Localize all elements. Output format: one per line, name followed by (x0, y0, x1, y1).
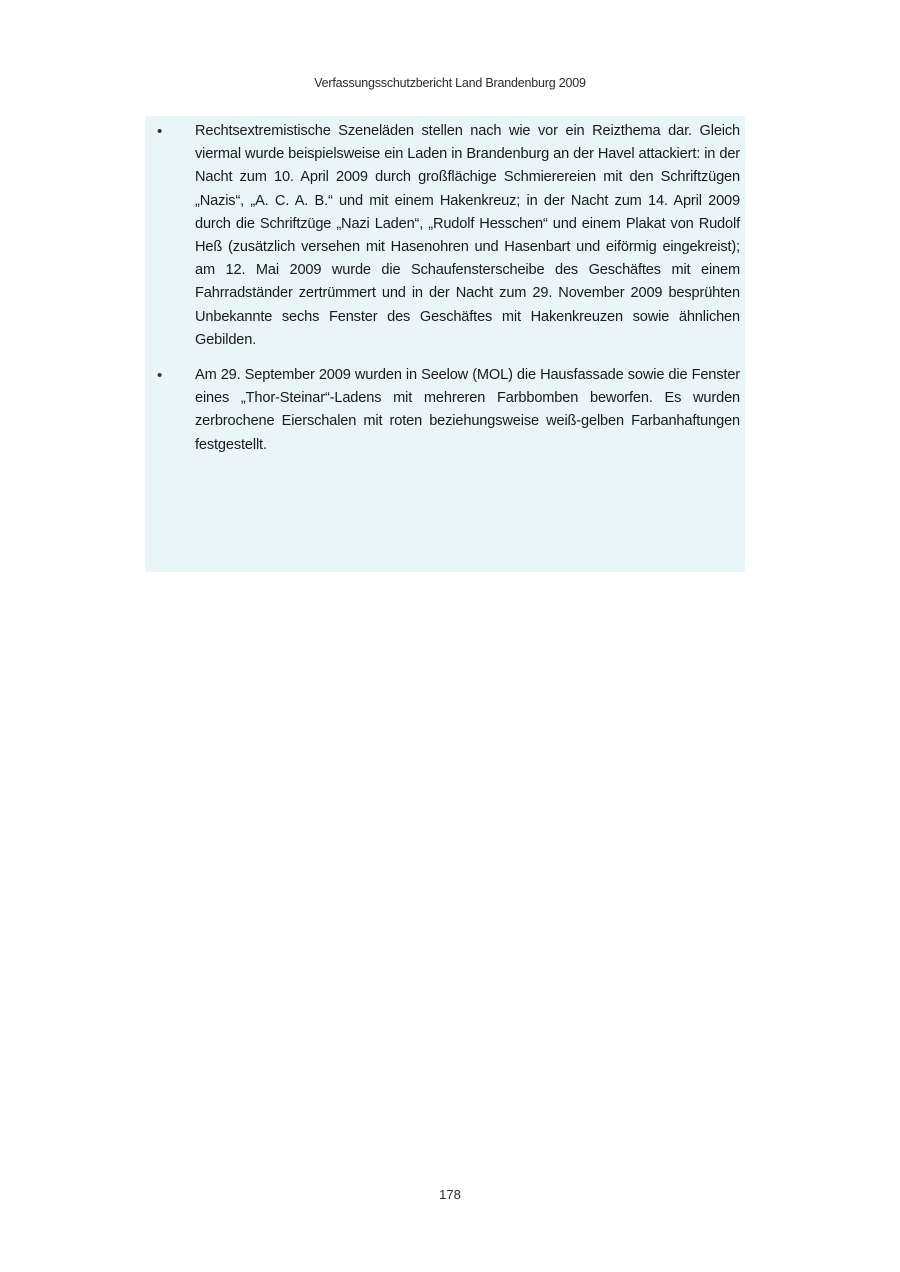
bullet-icon: • (157, 123, 163, 140)
list-item (150, 364, 740, 457)
page-header: Verfassungsschutzbericht Land Brandenburg 2009 (314, 76, 586, 90)
list-item (150, 120, 740, 352)
page-number: 178 (439, 1187, 461, 1202)
bullet-text: Rechtsextremistische Szeneläden stellen nach wie vor ein Reizthema dar. Gleich viermal wurde beispielsweise ein Laden in Brandenburg an der Havel attackiert: in der Nacht zum 10. April 2009 durch großflächige Schmierereien mit den Schriftzügen „Nazis“, „A. C. A. B.“ und mit einem Hakenkreuz; in der Nacht zum 14. April 2009 durch die Schriftzüge „Nazi Laden“, „Rudolf Hesschen“ und einem Plakat von Rudolf Heß (zusätzlich versehen mit Hasenohren und Hasenbart und eiförmig eingekreist); am 12. Mai 2009 wurde die Schaufensterscheibe des Geschäftes mit einem Fahrradständer zertrümmert und in der Nacht zum 29. November 2009 besprühten Unbekannte sechs Fenster des Geschäftes mit Hakenkreuzen sowie ähnlichen Gebilden. (195, 123, 740, 348)
bullet-icon: • (157, 367, 163, 385)
bullet-list (150, 120, 740, 469)
bullet-text: Am 29. September 2009 wurden in Seelow (MOL) die Hausfassade sowie die Fenster eines „Thor-Steinar“-Ladens mit mehreren Farbbomben beworfen. Es wurden zerbrochene Eierschalen mit roten beziehungsweise weiß-gelben Farbanhaftungen festgestellt. (195, 367, 740, 453)
